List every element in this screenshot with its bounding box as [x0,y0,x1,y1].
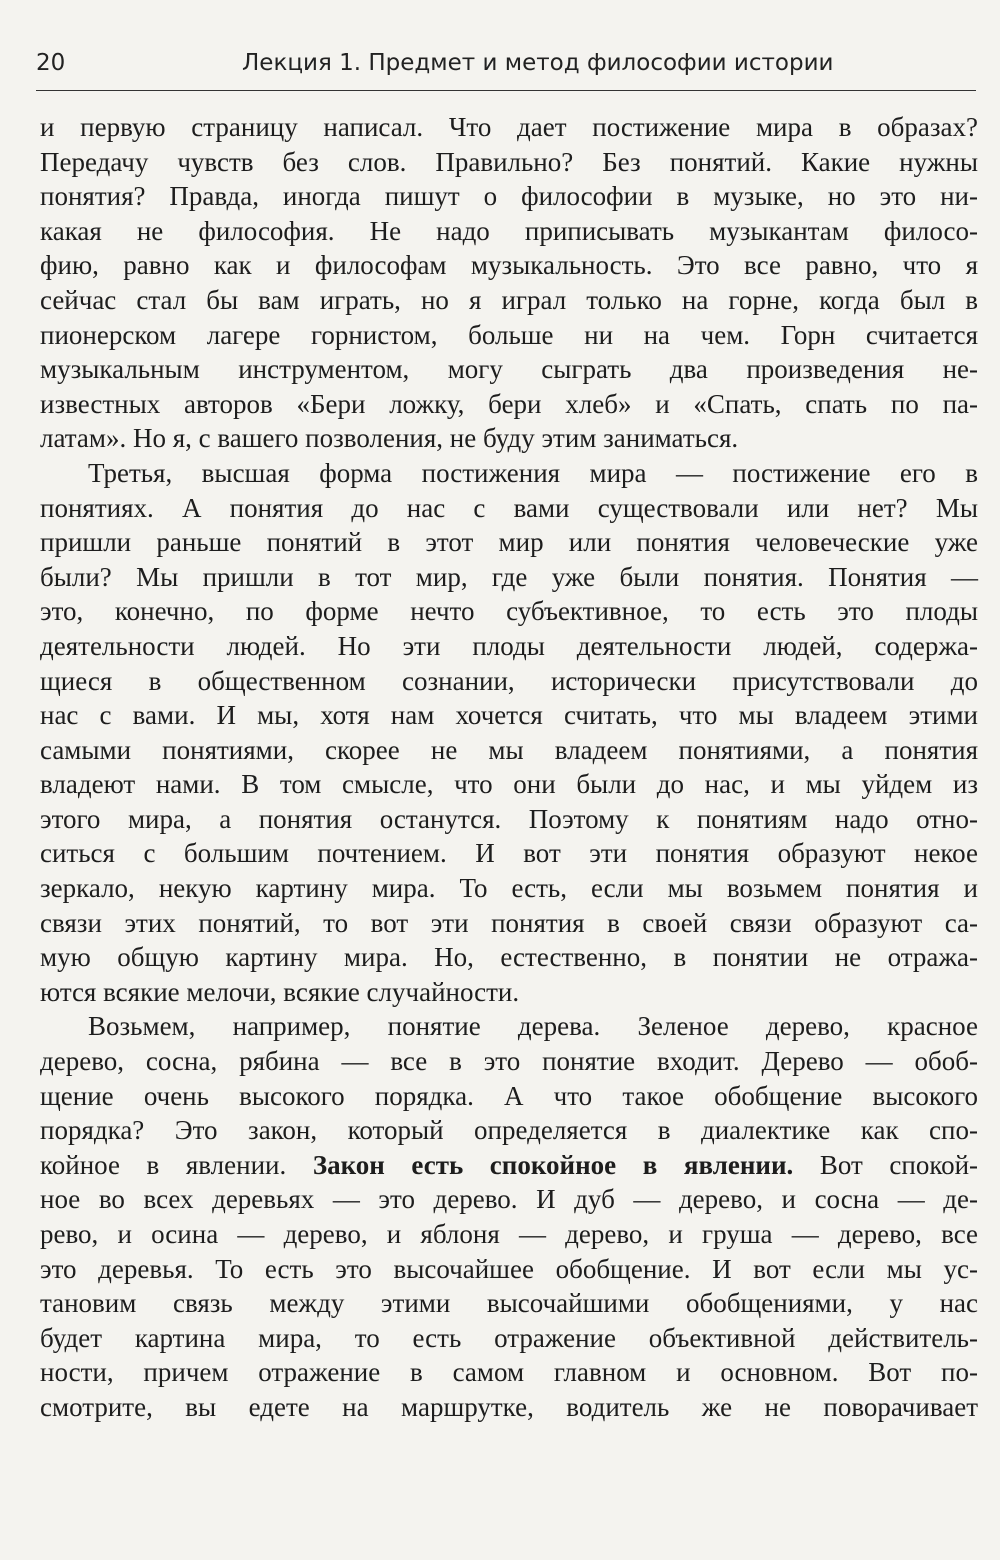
text-line: музыкальным инструментом, могу сыграть два произведения не- [40,354,978,385]
text-line: ситься с большим почтением. И вот эти понятия образуют некое [40,838,978,869]
text-line: деятельности людей. Но эти плоды деятельности людей, содержа- [40,630,978,661]
text-line: будет картина мира, то есть отражение объективной действитель- [40,1322,978,1353]
page-number: 20 [36,50,66,76]
text-line: самыми понятиями, скорее не мы владеем понятиями, а понятия [40,734,978,765]
text-line: связи этих понятий, то вот эти понятия в своей связи образуют са- [40,907,978,938]
text-line: щение очень высокого порядка. А что такое обобщение высокого [40,1080,978,1111]
text-line: Передачу чувств без слов. Правильно? Без понятий. Какие нужны [40,146,978,177]
text-line: понятия? Правда, иногда пишут о философии в музыке, но это ни- [40,181,978,212]
text-line: и первую страницу написал. Что дает постижение мира в образах? [40,112,978,142]
text-line: пришли раньше понятий в этот мир или понятия человеческие уже [40,527,978,558]
text-line: это деревья. То есть это высочайшее обобщение. И вот если мы ус- [40,1253,978,1284]
text-line: Третья, высшая форма постижения мира — постижение его в [88,457,978,488]
header-rule [36,90,976,91]
text-line: порядка? Это закон, который определяется в диалектике как спо- [40,1115,978,1146]
text-line: какая не философия. Не надо приписывать музыкантам филосо- [40,215,978,246]
text-line: ности, причем отражение в самом главном и основном. Вот по- [40,1357,978,1388]
text-line: ное во всех деревьях — это дерево. И дуб — дерево, и сосна — де- [40,1184,978,1215]
text-line: рево, и осина — дерево, и яблоня — дерево, и груша — дерево, все [40,1219,978,1249]
text-line: владеют нами. В том смысле, что они были до нас, и мы уйдем из [40,769,978,800]
text-run: Вот спокой- [793,1149,979,1180]
text-line: были? Мы пришли в тот мир, где уже были понятия. Понятия — [40,561,978,592]
text-line: известных авторов «Бери ложку, бери хлеб» и «Спать, спать по па- [40,388,978,419]
text-line: щиеся в общественном сознании, исторически присутствовали до [40,665,978,696]
text-line: дерево, сосна, рябина — все в это понятие входит. Дерево — обоб- [40,1046,978,1077]
running-title: Лекция 1. Предмет и метод философии истории [242,50,834,76]
text-line: ются всякие мелочи, всякие случайности. [40,976,520,1007]
text-line: смотрите, вы едете на маршрутке, водитель же не поворачивает [40,1391,978,1422]
text-line: это, конечно, по форме нечто субъективное, то есть это плоды [40,596,978,627]
paragraph-1 [40,110,978,456]
text-line: Возьмем, например, понятие дерева. Зеленое дерево, красное [88,1011,978,1042]
text-line: мую общую картину мира. Но, естественно, в понятии не отража- [40,942,978,973]
text-line: этого мира, а понятия останутся. Поэтому к понятиям надо отно- [40,803,978,834]
text-line: пионерском лагере горнистом, больше ни на чем. Горн считается [40,319,978,350]
text-run: койное в явлении. [40,1149,313,1180]
body-text [40,110,978,1425]
text-line: сейчас стал бы вам играть, но я играл только на горне, когда был в [40,284,978,315]
text-line-with-emphasis [40,1148,978,1183]
paragraph-2 [40,456,978,1010]
text-line: латам». Но я, с вашего позволения, не буду этим заниматься. [40,423,739,454]
running-head [36,44,976,84]
text-line: зеркало, некую картину мира. То есть, если мы возьмем понятия и [40,873,978,904]
text-line: тановим связь между этими высочайшими обобщениями, у нас [40,1288,978,1319]
text-line: понятиях. А понятия до нас с вами существовали или нет? Мы [40,492,978,523]
paragraph-3 [40,1009,978,1424]
bold-emphasis: Закон есть спокойное в явлении. [312,1149,794,1180]
text-line: нас с вами. И мы, хотя нам хочется считать, что мы владеем этими [40,700,978,731]
text-line: фию, равно как и философам музыкальность. Это все равно, что я [40,250,978,281]
